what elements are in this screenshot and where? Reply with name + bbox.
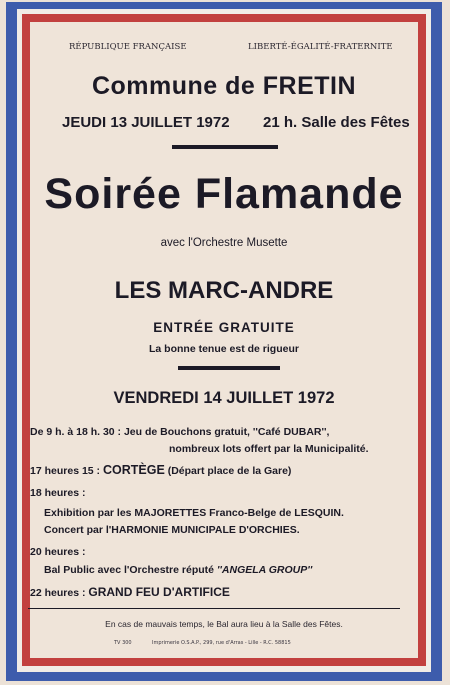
program-time: De 9 h. à 18 h. 30 :	[30, 426, 122, 438]
print-code: TV 300	[114, 640, 132, 646]
program-extra: ''ANGELA GROUP''	[216, 564, 313, 576]
program-time: 20 heures :	[30, 546, 86, 558]
program-text: Jeu de Bouchons gratuit, ''Café DUBAR'',	[123, 426, 330, 438]
day2-title: VENDREDI 14 JUILLET 1972	[113, 389, 335, 407]
program-row	[30, 487, 85, 499]
program-row	[44, 564, 312, 576]
program-text: Bal Public avec l'Orchestre réputé	[44, 564, 214, 576]
program-row	[30, 426, 329, 438]
divider	[178, 366, 280, 370]
dress-code: La bonne tenue est de rigueur	[149, 343, 299, 355]
rain-notice: En cas de mauvais temps, le Bal aura lieu à la Salle des Fêtes.	[105, 619, 343, 629]
program-time: 17 heures 15 :	[30, 465, 101, 477]
program-row	[169, 443, 369, 455]
program-text: CORTÈGE	[102, 463, 165, 477]
program-row	[30, 585, 230, 599]
header-right: LIBERTÉ-ÉGALITÉ-FRATERNITE	[248, 42, 393, 52]
entry-notice: ENTRÉE GRATUITE	[153, 320, 295, 335]
poster-body	[30, 22, 418, 658]
event-title: Soirée Flamande	[44, 170, 404, 218]
commune-title: Commune de FRETIN	[91, 72, 357, 100]
printer-info: Imprimerie O.S.A.P., 299, rue d'Arras - Lille - R.C. 58815	[152, 640, 291, 646]
program-text: Exhibition par les MAJORETTES Franco-Belge de LESQUIN.	[44, 507, 344, 519]
orchestra-intro: avec l'Orchestre Musette	[160, 237, 288, 249]
header-left: RÉPUBLIQUE FRANÇAISE	[69, 42, 187, 52]
divider	[172, 145, 278, 149]
program-extra: (Départ place de la Gare)	[167, 465, 292, 477]
date-text: JEUDI 13 JUILLET 1972	[62, 114, 230, 131]
program-text: nombreux lots offert par la Municipalité.	[169, 443, 369, 455]
program-row	[44, 524, 300, 536]
program-row	[44, 507, 344, 519]
venue-text: 21 h. Salle des Fêtes	[263, 114, 410, 131]
orchestra-name: LES MARC-ANDRE	[114, 277, 334, 304]
program-row	[30, 546, 85, 558]
program-row	[30, 463, 291, 477]
program-text: Concert par l'HARMONIE MUNICIPALE D'ORCHIES.	[44, 524, 300, 536]
program-text: GRAND FEU D'ARTIFICE	[88, 585, 230, 599]
program-time: 22 heures :	[30, 587, 86, 599]
footer-rule	[28, 608, 400, 609]
program-time: 18 heures :	[30, 487, 86, 499]
